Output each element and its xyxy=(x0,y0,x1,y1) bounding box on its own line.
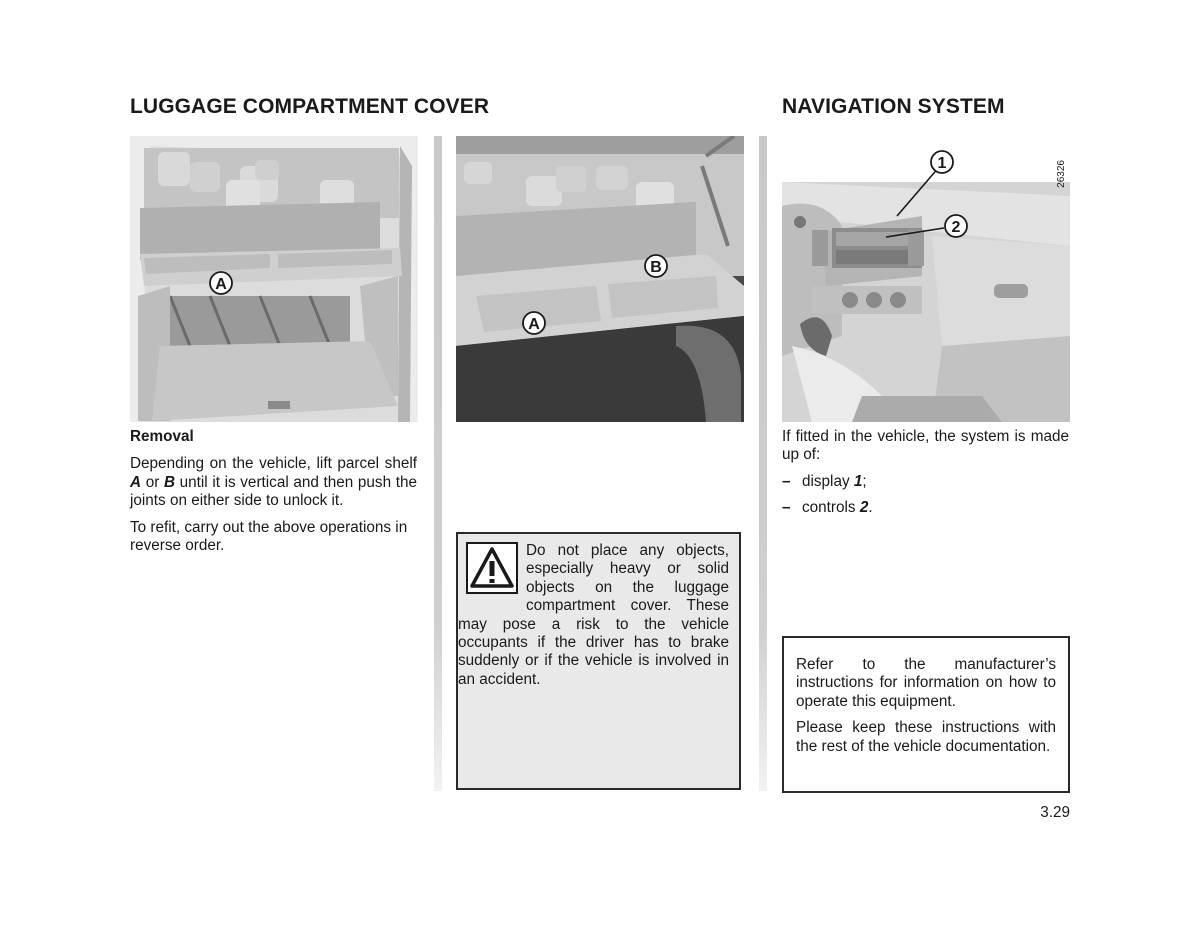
page-number: 3.29 xyxy=(1040,804,1070,821)
warning-text: Do not place any objects, especially heavy or solid objects on the luggage compartment cover. These may pose a risk to the vehicle occupants if the driver has to brake suddenly or if the vehicle is involved in an accident. xyxy=(458,542,729,688)
nav-callout-1: 1 xyxy=(937,155,947,172)
removal-section xyxy=(130,428,417,563)
note-paragraph-2: Please keep these instructions with the rest of the vehicle documentation. xyxy=(796,719,1056,755)
luggage-cover-photo-b xyxy=(456,136,744,422)
column-divider-right xyxy=(759,136,767,791)
note-paragraph-1: Refer to the manufacturer’s instructions for information on how to operate this equipment. xyxy=(796,656,1056,710)
manufacturer-note-box xyxy=(782,636,1070,793)
luggage-cover-heading: LUGGAGE COMPARTMENT COVER xyxy=(130,95,490,118)
nav-callout-2: 2 xyxy=(951,219,961,236)
photo-b-callout-a: A xyxy=(528,316,540,333)
photo-b-callout-b: B xyxy=(650,259,662,276)
navigation-intro: If fitted in the vehicle, the system is made up of: xyxy=(782,428,1069,464)
navigation-section xyxy=(782,428,1069,526)
list-item: – display 1; xyxy=(782,472,867,490)
warning-triangle-icon xyxy=(466,542,518,594)
removal-subheading: Removal xyxy=(130,428,194,445)
list-item: – controls 2. xyxy=(782,499,873,517)
image-reference-number: 26326 xyxy=(1056,160,1067,188)
navigation-photo xyxy=(782,136,1072,422)
warning-box xyxy=(456,532,741,790)
removal-paragraph: Depending on the vehicle, lift parcel shelf A or B until it is vertical and then push the joints on either side to unlock it. xyxy=(130,455,417,510)
luggage-cover-photo-a xyxy=(130,136,418,422)
refit-paragraph: To refit, carry out the above operations in reverse order. xyxy=(130,518,408,555)
column-divider-left xyxy=(434,136,442,791)
navigation-system-heading: NAVIGATION SYSTEM xyxy=(782,95,1005,118)
photo-a-callout-a: A xyxy=(215,276,227,293)
